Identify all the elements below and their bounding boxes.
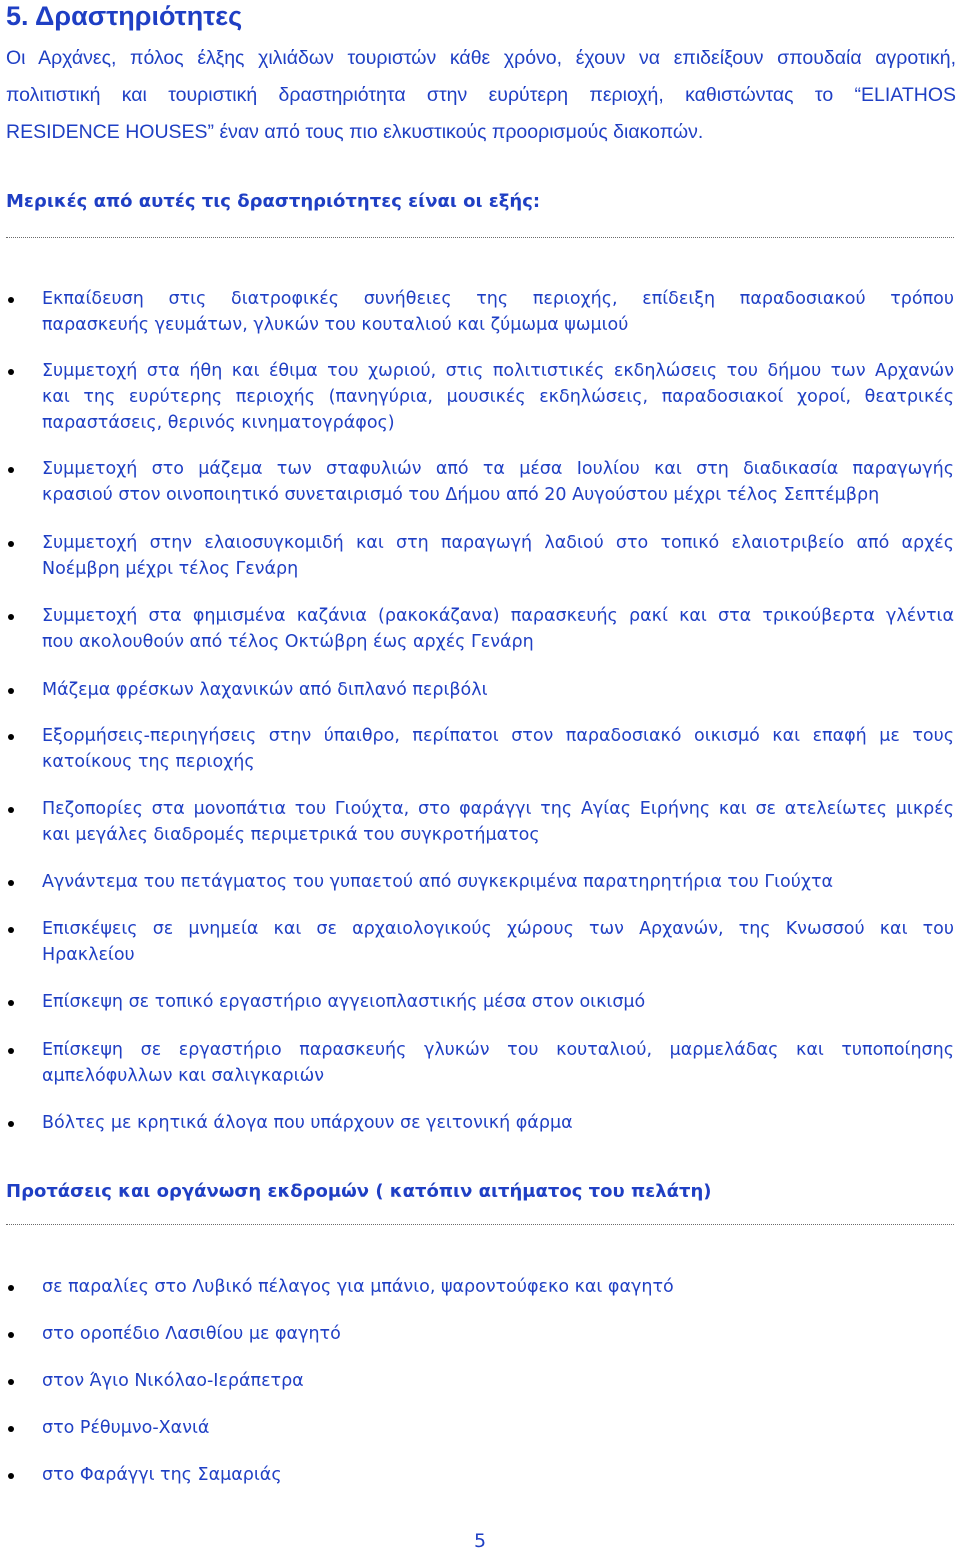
list-item-line: Συμμετοχή στα φημισμένα καζάνια (ρακοκάζανα) παρασκευής ρακί και στα τρικούβερτα γλέντια [42,606,954,626]
bullet-icon [8,1000,14,1006]
bullet-icon [8,541,14,547]
list-item-text [42,1415,954,1441]
list-item-line: Νοέμβρη μέχρι τέλος Γενάρη [42,559,299,579]
bullet-icon [8,297,14,303]
excursions-heading: Προτάσεις και οργάνωση εκδρομών ( κατόπιν αιτήματος του πελάτη) [6,1181,712,1202]
list-item-text [42,869,954,895]
list-item-text [42,1462,954,1488]
list-item-line: Αγνάντεμα του πετάγματος του γυπαετού από συγκεκριμένα παρατηρητήρια του Γιούχτα [42,872,834,892]
list-item-line: σε παραλίες στο Λυβικό πέλαγος για μπάνιο, ψαροντούφεκο και φαγητό [42,1277,674,1297]
list-item-line: κατοίκους της περιοχής [42,752,255,772]
page-number: 5 [473,1530,487,1552]
bullet-icon [8,369,14,375]
bullet-icon [8,614,14,620]
list-item-line: Συμμετοχή στο μάζεμα των σταφυλιών από τα μέσα Ιουλίου και στη διαδικασία παραγωγής [42,459,954,479]
list-item-text [42,1110,954,1136]
list-item-line: Συμμετοχή στην ελαιοσυγκομιδή και στη παραγωγή λαδιού στο τοπικό ελαιοτριβείο από αρχές [42,533,954,553]
list-item-text [42,677,954,703]
list-item-line: που ακολουθούν από τέλος Οκτώβρη έως αρχές Γενάρη [42,632,534,652]
intro-paragraph [6,40,956,151]
bullet-icon [8,467,14,473]
excursions-divider [6,1224,954,1225]
list-item-line: Βόλτες με κρητικά άλογα που υπάρχουν σε γειτονική φάρμα [42,1113,573,1133]
bullet-icon [8,1121,14,1127]
list-item-line: Εκπαίδευση στις διατροφικές συνήθειες της περιοχής, επίδειξη παραδοσιακού τρόπου [42,289,954,309]
list-item-line: αμπελόφυλλων και σαλιγκαριών [42,1066,325,1086]
list-item-line: και της ευρύτερης περιοχής (πανηγύρια, μουσικές εκδηλώσεις, παραδοσιακοί χοροί, θεατρικές [42,387,954,407]
list-item-line: και μεγάλες διαδρομές περιμετρικά του συγκροτήματος [42,825,540,845]
bullet-icon [8,880,14,886]
bullet-icon [8,1426,14,1432]
intro-line: πολιτιστική και τουριστική δραστηριότητα στην ευρύτερη περιοχή, καθιστώντας το “ELIATHOS [6,84,956,106]
list-item-line: στο οροπέδιο Λασιθίου με φαγητό [42,1324,341,1344]
list-item-text [42,1037,954,1089]
list-item-text [42,530,954,582]
list-item-line: Μάζεμα φρέσκων λαχανικών από διπλανό περιβόλι [42,680,488,700]
bullet-icon [8,688,14,694]
list-item-line: Πεζοπορίες στα μονοπάτια του Γιούχτα, στο φαράγγι της Αγίας Ειρήνης και σε ατελείωτες μικρές [42,799,954,819]
list-item-line: κρασιού στον οινοποιητικό συνεταιρισμό του Δήμου από 20 Αυγούστου μέχρι τέλος Σεπτέμβρη [42,485,880,505]
list-item-line: στο Ρέθυμνο-Χανιά [42,1418,210,1438]
bullet-icon [8,1379,14,1385]
list-item-text [42,358,954,436]
bullet-icon [8,1473,14,1479]
list-item-text [42,603,954,655]
activities-divider [6,237,954,238]
list-item-line: στον Άγιο Νικόλαο-Ιεράπετρα [42,1371,304,1391]
list-item-line: Συμμετοχή στα ήθη και έθιμα του χωριού, στις πολιτιστικές εκδηλώσεις του δήμου των Αρχανών [42,361,954,381]
list-item-line: παρασκευής γευμάτων, γλυκών του κουταλιού και ζύμωμα ψωμιού [42,315,629,335]
list-item-text [42,456,954,508]
list-item-line: παραστάσεις, θερινός κινηματογράφος) [42,413,395,433]
list-item-text [42,916,954,968]
bullet-icon [8,1332,14,1338]
bullet-icon [8,1285,14,1291]
activities-heading: Μερικές από αυτές τις δραστηριότητες είναι οι εξής: [6,191,541,212]
section-heading: 5. Δραστηριότητες [6,1,243,31]
list-item-text [42,796,954,848]
bullet-icon [8,807,14,813]
list-item-line: Επισκέψεις σε μνημεία και σε αρχαιολογικούς χώρους των Αρχανών, της Κνωσσού και του [42,919,954,939]
list-item-text [42,989,954,1015]
list-item-text [42,1274,954,1300]
list-item-text [42,723,954,775]
list-item-line: στο Φαράγγι της Σαμαριάς [42,1465,282,1485]
list-item-text [42,286,954,338]
intro-line: Οι Αρχάνες, πόλος έλξης χιλιάδων τουριστών κάθε χρόνο, έχουν να επιδείξουν σπουδαία αγροτική, [6,47,956,69]
intro-line: RESIDENCE HOUSES” έναν από τους πιο ελκυστικούς προορισμούς διακοπών. [6,121,704,143]
list-item-line: Εξορμήσεις-περιηγήσεις στην ύπαιθρο, περίπατοι στον παραδοσιακό οικισμό και επαφή με τους [42,726,954,746]
list-item-line: Επίσκεψη σε εργαστήριο παρασκευής γλυκών του κουταλιού, μαρμελάδας και τυποποίησης [42,1040,954,1060]
list-item-text [42,1321,954,1347]
list-item-text [42,1368,954,1394]
list-item-line: Επίσκεψη σε τοπικό εργαστήριο αγγειοπλαστικής μέσα στον οικισμό [42,992,646,1012]
list-item-line: Ηρακλείου [42,945,135,965]
bullet-icon [8,1048,14,1054]
bullet-icon [8,927,14,933]
bullet-icon [8,734,14,740]
